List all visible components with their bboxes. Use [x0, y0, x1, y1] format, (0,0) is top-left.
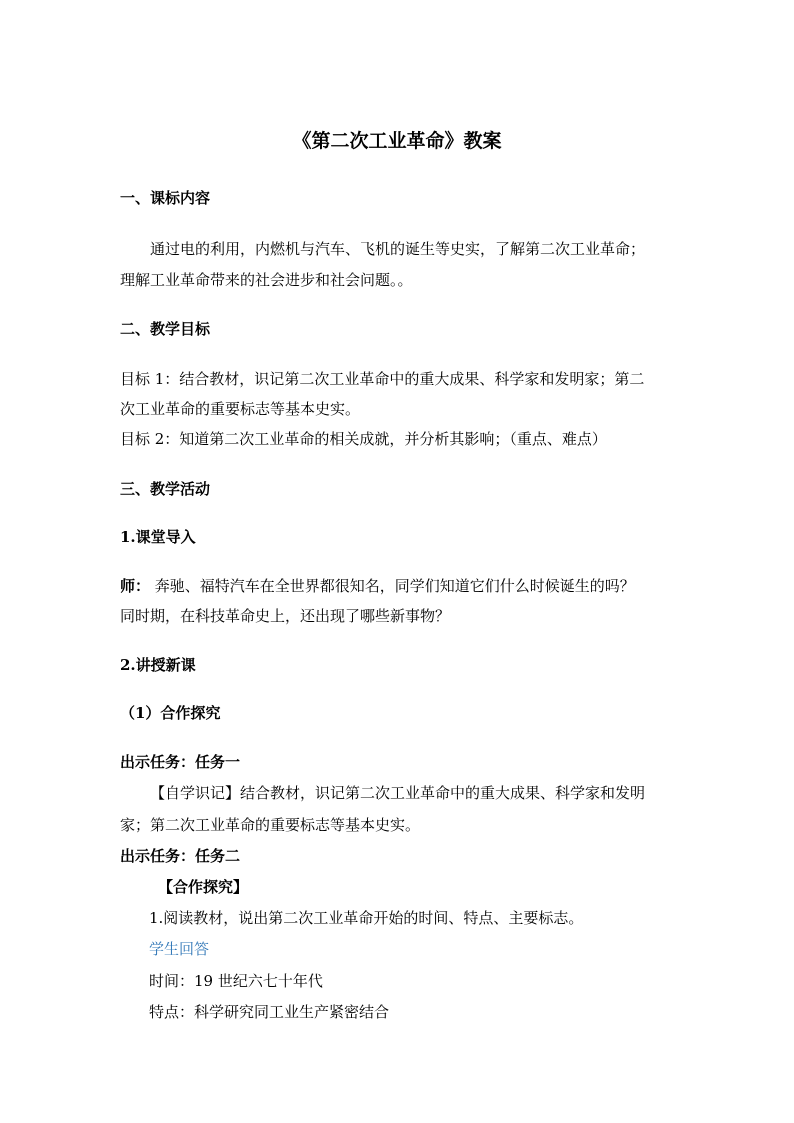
- answer-time: 时间：19 世纪六七十年代: [149, 972, 323, 990]
- goal-1-line-1: 目标 1：结合教材，识记第二次工业革命中的重大成果、科学家和发明家；第二: [120, 370, 645, 388]
- task-1-heading: 出示任务：任务一: [120, 753, 241, 771]
- answer-feature: 特点：科学研究同工业生产紧密结合: [149, 1003, 390, 1021]
- task-1-line-1: 【自学识记】结合教材，识记第二次工业革命中的重大成果、科学家和发明: [150, 784, 646, 802]
- task-1-line-2: 家；第二次工业革命的重要标志等基本史实。: [120, 816, 421, 834]
- goal-2: 目标 2：知道第二次工业革命的相关成就，并分析其影响；（重点、难点）: [120, 430, 607, 448]
- teacher-text-1: 奔驰、福特汽车在全世界都很知名，同学们知道它们什么时候诞生的吗？: [150, 577, 635, 595]
- subsection-heading-new-lesson: 2.讲授新课: [120, 656, 196, 674]
- section-heading-standards: 一、课标内容: [120, 189, 211, 207]
- student-answer-label: 学生回答: [149, 940, 210, 958]
- teacher-line-1: [120, 576, 635, 596]
- goal-1-line-2: 次工业革命的重要标志等基本史实。: [120, 400, 361, 418]
- teacher-label: 师：: [120, 577, 151, 595]
- standards-paragraph-line-1: 通过电的利用，内燃机与汽车、飞机的诞生等史实，了解第二次工业革命；: [150, 240, 646, 258]
- task-2-question-1: 1.阅读教材，说出第二次工业革命开始的时间、特点、主要标志。: [149, 909, 584, 927]
- part-heading-cooperative: （1）合作探究: [120, 704, 221, 722]
- document-title: 《第二次工业革命》教案: [292, 130, 502, 152]
- teacher-line-2: 同时期，在科技革命史上，还出现了哪些新事物？: [120, 607, 451, 625]
- task-2-heading: 出示任务：任务二: [120, 847, 241, 865]
- task-2-subheading: 【合作探究】: [158, 878, 249, 896]
- section-heading-goals: 二、教学目标: [120, 320, 211, 338]
- section-heading-activities: 三、教学活动: [120, 480, 211, 498]
- standards-paragraph-line-2: 理解工业革命带来的社会进步和社会问题。。: [120, 271, 413, 289]
- subsection-heading-intro: 1.课堂导入: [120, 528, 196, 546]
